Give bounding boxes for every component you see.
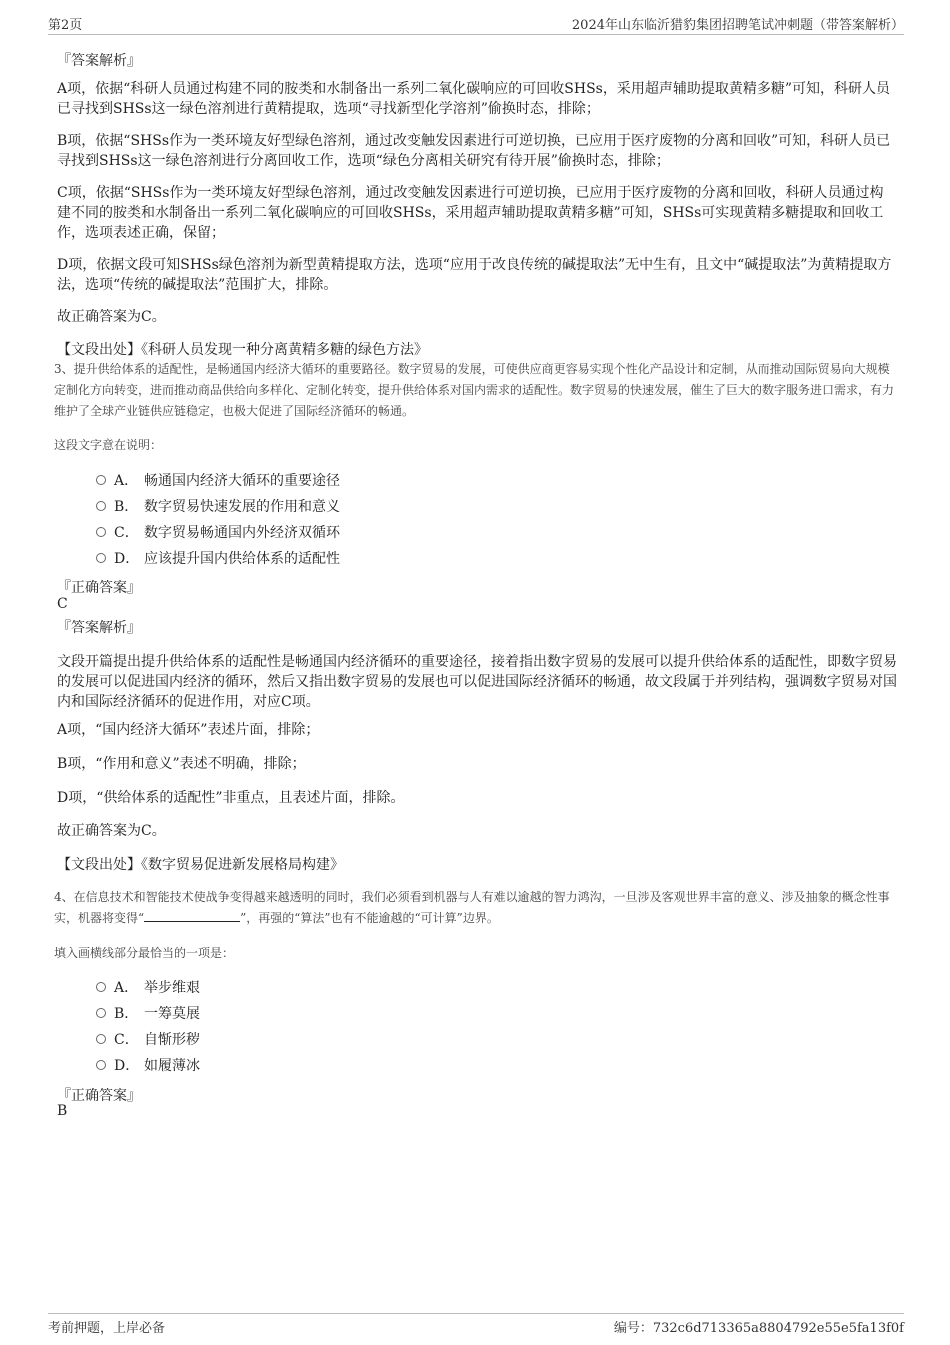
q4-option-d[interactable] <box>96 1056 200 1076</box>
option-letter: A． <box>114 980 139 996</box>
radio-icon[interactable] <box>96 1008 106 1018</box>
option-letter: C． <box>114 1032 139 1048</box>
q3-option-b[interactable] <box>96 497 340 517</box>
q4-option-c[interactable] <box>96 1030 200 1050</box>
page-header <box>48 14 904 35</box>
q3-analysis-d: D项，“供给体系的适配性”非重点，且表述片面，排除。 <box>57 790 405 806</box>
fill-blank <box>144 909 240 922</box>
radio-icon[interactable] <box>96 1060 106 1070</box>
footer-serial: 编号：732c6d713365a8804792e55e5fa13f0f <box>613 1321 904 1336</box>
q3-option-c[interactable] <box>96 523 340 543</box>
option-letter: D． <box>114 551 140 567</box>
q3-analysis-label: 『答案解析』 <box>57 620 141 636</box>
option-letter: A． <box>114 473 139 489</box>
q4-answer-label: 『正确答案』 <box>57 1088 141 1104</box>
q2-analysis-c: C项，依据“SHSs作为一类环境友好型绿色溶剂，通过改变触发因素进行可逆切换，已应用于医疗废物的分离和回收，科研人员通过构建不同的胺类和水制备出一系列二氧化碳响应的可回收SHSs，采用超声辅助提取黄精多糖”可知，SHSs可实现黄精多糖提取和回收工作，选项表述正确，保留； <box>57 185 884 241</box>
radio-icon[interactable] <box>96 982 106 992</box>
q3-question: 3、提升供给体系的适配性，是畅通国内经济大循环的重要路径。数字贸易的发展，可使供应商更容易实现个性化产品设计和定制，从而推动国际贸易向大规模定制化方向转变，进而推动商品供给向多样化、定制化转变，提升供给体系对国内需求的适配性。数字贸易的快速发展，催生了巨大的数字服务进口需求，有力维护了全球产业链供应链稳定，也极大促进了国际经济循环的畅通。 <box>54 362 895 418</box>
document-title: 2024年山东临沂猎豹集团招聘笔试冲刺题（带答案解析） <box>571 18 904 33</box>
q4-option-a[interactable] <box>96 978 200 998</box>
q3-option-d[interactable] <box>96 549 340 569</box>
q4-option-b[interactable] <box>96 1004 200 1024</box>
option-text: 举步维艰 <box>144 980 200 996</box>
radio-icon[interactable] <box>96 527 106 537</box>
q3-analysis-a: A项，“国内经济大循环”表述片面，排除； <box>57 722 320 738</box>
option-text: 自惭形秽 <box>144 1032 200 1048</box>
q4-text-after: ”，再强的“算法”也有不能逾越的“可计算”边界。 <box>240 911 499 925</box>
q3-conclusion: 故正确答案为C。 <box>57 823 166 839</box>
radio-icon[interactable] <box>96 501 106 511</box>
option-text: 如履薄冰 <box>144 1058 200 1074</box>
q4-question <box>54 887 896 929</box>
option-text: 数字贸易快速发展的作用和意义 <box>144 499 340 515</box>
option-letter: D． <box>114 1058 140 1074</box>
radio-icon[interactable] <box>96 475 106 485</box>
option-text: 畅通国内经济大循环的重要途径 <box>144 473 340 489</box>
page-footer <box>48 1313 904 1336</box>
q3-answer: C <box>57 596 68 612</box>
q3-option-a[interactable] <box>96 471 340 491</box>
option-letter: C． <box>114 525 139 541</box>
page-number: 第2页 <box>48 18 83 33</box>
q4-prompt: 填入画横线部分最恰当的一项是： <box>54 946 235 960</box>
q3-analysis-b: B项，“作用和意义”表述不明确，排除； <box>57 756 306 772</box>
radio-icon[interactable] <box>96 553 106 563</box>
option-letter: B． <box>114 499 139 515</box>
q2-conclusion: 故正确答案为C。 <box>57 309 166 325</box>
option-letter: B． <box>114 1006 139 1022</box>
option-text: 一筹莫展 <box>144 1006 200 1022</box>
q2-analysis-a: A项，依据“科研人员通过构建不同的胺类和水制备出一系列二氧化碳响应的可回收SHSs，采用超声辅助提取黄精多糖”可知，科研人员已寻找到SHSs这一绿色溶剂进行黄精提取，选项“寻找新型化学溶剂”偷换时态，排除； <box>57 81 890 117</box>
q2-analysis-label: 『答案解析』 <box>57 53 141 69</box>
q2-analysis-d: D项，依据文段可知SHSs绿色溶剂为新型黄精提取方法，选项“应用于改良传统的碱提取法”无中生有，且文中“碱提取法”为黄精提取方法，选项“传统的碱提取法”范围扩大，排除。 <box>57 257 892 293</box>
q2-source: 【文段出处】《科研人员发现一种分离黄精多糖的绿色方法》 <box>57 342 428 358</box>
q4-text-before: 4、在信息技术和智能技术使战争变得越来越透明的同时，我们必须看到机器与人有难以逾越的智力鸿沟，一旦涉及客观世界丰富的意义、涉及抽象的概念性事实，机器将变得“ <box>54 890 890 925</box>
q3-analysis: 文段开篇提出提升供给体系的适配性是畅通国内经济循环的重要途径，接着指出数字贸易的发展可以提升供给体系的适配性，即数字贸易的发展可以促进国内经济的循环，然后又指出数字贸易的发展也可以促进国际经济循环的畅通，故文段属于并列结构，强调数字贸易对国内和国际经济循环的促进作用，对应C项。 <box>57 654 897 710</box>
q3-source: 【文段出处】《数字贸易促进新发展格局构建》 <box>57 857 344 873</box>
q3-answer-label: 『正确答案』 <box>57 580 141 596</box>
option-text: 数字贸易畅通国内外经济双循环 <box>144 525 340 541</box>
radio-icon[interactable] <box>96 1034 106 1044</box>
q3-prompt: 这段文字意在说明： <box>54 438 163 452</box>
option-text: 应该提升国内供给体系的适配性 <box>144 551 340 567</box>
q4-answer: B <box>57 1103 68 1119</box>
footer-slogan: 考前押题，上岸必备 <box>48 1321 166 1336</box>
q2-analysis-b: B项，依据“SHSs作为一类环境友好型绿色溶剂，通过改变触发因素进行可逆切换，已应用于医疗废物的分离和回收”可知，科研人员已寻找到SHSs这一绿色溶剂进行分离回收工作，选项“绿色分离相关研究有待开展”偷换时态，排除； <box>57 133 891 169</box>
